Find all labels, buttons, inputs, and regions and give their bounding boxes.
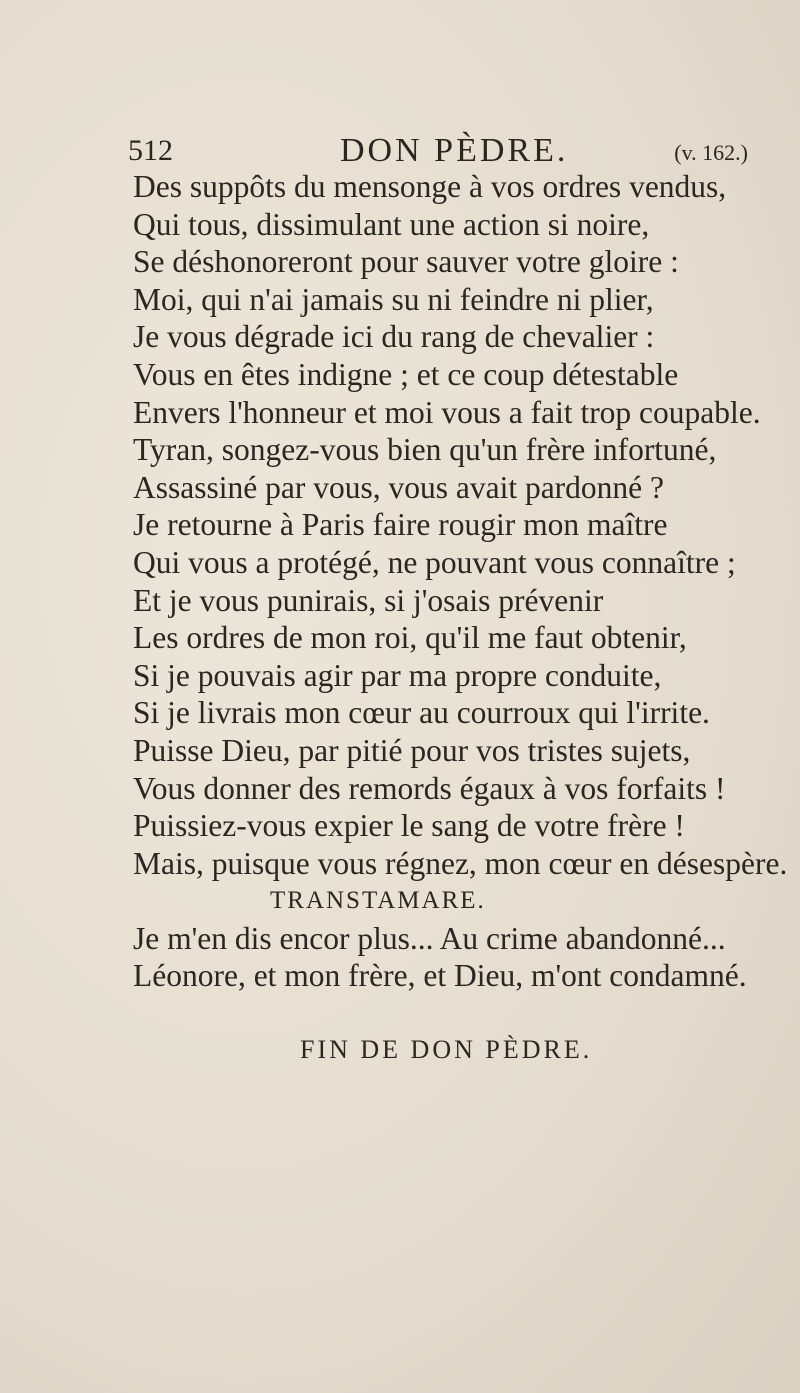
verse-line: Vous donner des remords égaux à vos forfaits ! xyxy=(133,770,726,806)
verse-line: Vous en êtes indigne ; et ce coup détestable xyxy=(133,356,679,392)
verse-line: Je retourne à Paris faire rougir mon maître xyxy=(133,507,668,543)
verse-line: Qui vous a protégé, ne pouvant vous connaître ; xyxy=(133,544,736,580)
running-title: DON PÈDRE. xyxy=(340,132,569,169)
verse-line: Envers l'honneur et moi vous a fait trop coupable. xyxy=(133,394,761,430)
verse-line: Moi, qui n'ai jamais su ni feindre ni plier, xyxy=(133,281,654,317)
verse-line: Si je livrais mon cœur au courroux qui l'irrite. xyxy=(133,695,710,731)
verse-line: Se déshonoreront pour sauver votre gloire : xyxy=(133,244,679,280)
verse-block xyxy=(133,168,793,995)
verse-line: Mais, puisque vous régnez, mon cœur en désespère. xyxy=(133,845,788,881)
verse-line: Assassiné par vous, vous avait pardonné ? xyxy=(133,469,665,505)
verse-line: Si je pouvais agir par ma propre conduite, xyxy=(133,657,662,693)
verse-line: Qui tous, dissimulant une action si noire, xyxy=(133,206,650,242)
verse-line: Je vous dégrade ici du rang de chevalier : xyxy=(133,319,655,355)
speaker-name: TRANSTAMARE. xyxy=(270,887,486,915)
verse-line: Et je vous punirais, si j'osais prévenir xyxy=(133,582,604,618)
verse-line: Tyran, songez-vous bien qu'un frère infortuné, xyxy=(133,432,717,468)
verse-line: Léonore, et mon frère, et Dieu, m'ont condamné. xyxy=(133,958,747,994)
end-of-play-mark: FIN DE DON PÈDRE. xyxy=(300,1035,593,1064)
verse-line: Les ordres de mon roi, qu'il me faut obtenir, xyxy=(133,620,687,656)
verse-reference: (v. 162.) xyxy=(674,140,748,165)
page-number: 512 xyxy=(128,134,173,167)
verse-line: Des suppôts du mensonge à vos ordres vendus, xyxy=(133,169,727,204)
verse-line: Puisse Dieu, par pitié pour vos tristes sujets, xyxy=(133,732,691,768)
verse-line: Puissiez-vous expier le sang de votre frère ! xyxy=(133,808,685,844)
verse-line: Je m'en dis encor plus... Au crime abandonné... xyxy=(133,920,726,956)
